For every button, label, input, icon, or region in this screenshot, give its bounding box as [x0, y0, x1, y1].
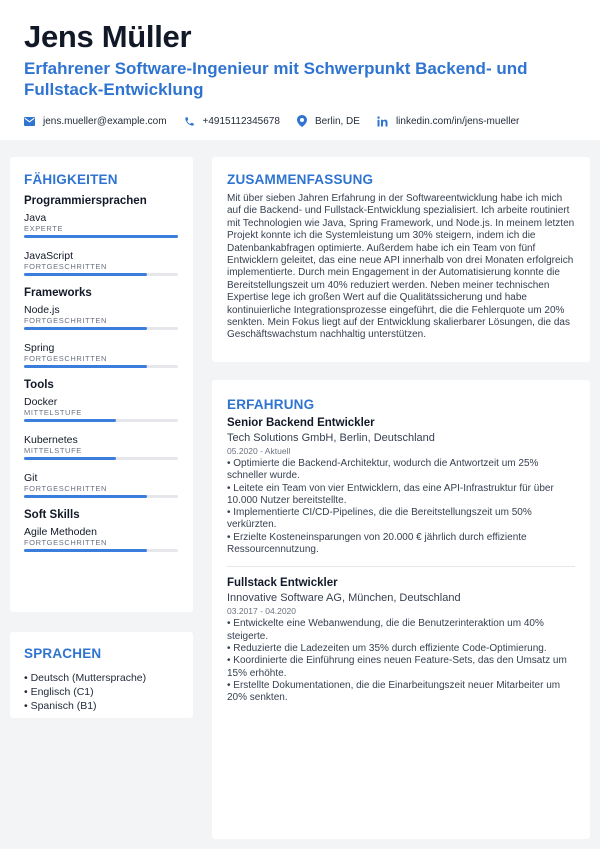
job-company: Innovative Software AG, München, Deutschland: [227, 592, 461, 605]
skills-title: FÄHIGKEITEN: [24, 172, 118, 187]
experience-title: ERFAHRUNG: [227, 397, 315, 412]
language-item: • Deutsch (Muttersprache): [24, 672, 147, 684]
phone-icon: [184, 116, 195, 127]
skill-level-bar: [24, 235, 178, 238]
summary-card: [212, 157, 590, 362]
job-entry: [227, 576, 575, 704]
skill-level: FORTGESCHRITTEN: [24, 484, 108, 493]
job-bullets: [227, 458, 575, 556]
language-item: • Englisch (C1): [24, 686, 94, 698]
summary-text: Mit über sieben Jahren Erfahrung in der Softwareentwicklung habe ich mich auf die Backend- und Fullstack-Entwicklung spezialisiert. Ich arbeite routiniert mit Technologien wie Java, Spring Framework, und Node.js. In meinem letzten Projekt konnte ich die Systemleistung um 30% steigern, indem ich die Datenbankabfragen optimierte. Außerdem habe ich ein Team von fünf Entwicklern geleitet, das eine neue API innerhalb von drei Monaten erfolgreich implementierte. Durch mein Engagement in der Automatisierung konnte die Bereitstellungszeit um 40% reduziert werden. Neben meiner technischen Expertise lege ich großen Wert auf die Qualitätssicherung und habe kontinuierliche Integrationsprozesse eingeführt, die die Fehlerquote um 20% senkten. Mein Fokus liegt auf der Entwicklung skalierbarer Lösungen, die das Geschäftswachstum nachhaltig unterstützen.: [227, 193, 575, 341]
job-bullet: • Koordinierte die Einführung eines neuen Feature-Sets, das den Umsatz um 15% erhöhte.: [227, 655, 567, 679]
job-divider: [227, 566, 575, 567]
skill-name: JavaScript: [24, 250, 74, 262]
job-bullets: [227, 618, 575, 704]
skill-level: MITTELSTUFE: [24, 446, 82, 455]
skill-level-fill: [24, 457, 116, 460]
skill-level-bar: [24, 273, 178, 276]
location-pin-icon: [297, 115, 307, 127]
skill-level-fill: [24, 549, 147, 552]
linkedin-text: linkedin.com/in/jens-mueller: [395, 115, 520, 127]
skill-level-fill: [24, 327, 147, 330]
skill-level-bar: [24, 327, 178, 330]
skill-name: Docker: [24, 396, 58, 408]
skill-name: Agile Methoden: [24, 526, 97, 538]
skill-level-bar: [24, 365, 178, 368]
job-dates: 03.2017 - 04.2020: [227, 606, 297, 617]
skill-group-title: Programmiersprachen: [24, 195, 147, 207]
skill-level: FORTGESCHRITTEN: [24, 262, 108, 271]
contact-row: [24, 115, 576, 127]
job-company: Tech Solutions GmbH, Berlin, Deutschland: [227, 432, 435, 444]
skill-item: [24, 304, 179, 330]
skill-item: [24, 396, 179, 422]
skill-item: [24, 342, 179, 368]
skill-level: FORTGESCHRITTEN: [24, 316, 108, 325]
job-bullet: • Erzielte Kosteneinsparungen von 20.000 € jährlich durch effiziente Ressourcennutzung.: [227, 531, 527, 556]
skill-level-bar: [24, 549, 178, 552]
skill-name: Spring: [24, 342, 55, 354]
skill-item: [24, 526, 179, 552]
email-text: jens.mueller@example.com: [43, 115, 167, 127]
skill-level: FORTGESCHRITTEN: [24, 538, 108, 547]
job-bullet: • Implementierte CI/CD-Pipelines, die die Bereitstellungszeit um 50% verkürzten.: [227, 507, 532, 531]
skill-level-fill: [24, 365, 147, 368]
skill-level-fill: [24, 235, 178, 238]
skill-level: FORTGESCHRITTEN: [24, 354, 108, 363]
contact-phone[interactable]: [184, 116, 280, 127]
languages-card: [10, 632, 193, 718]
job-title: Fullstack Entwickler: [227, 577, 338, 590]
linkedin-icon: [377, 116, 388, 127]
skill-level-fill: [24, 273, 147, 276]
job-entry: [227, 416, 575, 556]
phone-text: +4915112345678: [202, 115, 280, 127]
skill-level-bar: [24, 495, 178, 498]
skill-group-title: Soft Skills: [24, 509, 80, 521]
job-bullet: • Optimierte die Backend-Architektur, wodurch die Antwortzeit um 25% schneller wurde.: [227, 458, 539, 482]
location-text: Berlin, DE: [314, 115, 360, 127]
skills-card: [10, 157, 193, 612]
email-icon: [24, 117, 35, 126]
language-item: • Spanisch (B1): [24, 700, 97, 712]
job-dates: 05.2020 - Aktuell: [227, 446, 291, 456]
skill-item: [24, 250, 179, 276]
skill-group-title: Tools: [24, 379, 54, 391]
skill-item: [24, 434, 179, 460]
job-bullet: • Erstellte Dokumentationen, die die Einarbeitungszeit neuer Mitarbeiter um 20% senkten.: [227, 679, 561, 704]
skill-name: Node.js: [24, 304, 60, 316]
job-bullet: • Reduzierte die Ladezeiten um 35% durch effiziente Code-Optimierung.: [227, 642, 547, 654]
languages-list: [24, 671, 179, 713]
job-bullet: • Entwickelte eine Webanwendung, die die Benutzerinteraktion um 40% steigerte.: [227, 618, 544, 642]
skill-level: MITTELSTUFE: [24, 408, 82, 417]
contact-email[interactable]: [24, 116, 167, 127]
resume-header: [0, 0, 600, 140]
skill-level-fill: [24, 419, 116, 422]
skill-level-fill: [24, 495, 147, 498]
job-bullet: • Leitete ein Team von vier Entwicklern, das eine API-Infrastruktur für über 10.000 Nutzer bereitstellte.: [227, 482, 554, 506]
skill-name: Java: [24, 212, 47, 224]
experience-card: [212, 380, 590, 839]
skills-list: [24, 194, 179, 552]
summary-title: ZUSAMMENFASSUNG: [227, 172, 374, 187]
job-title: Senior Backend Entwickler: [227, 417, 375, 429]
skill-level: EXPERTE: [24, 224, 64, 233]
skill-level-bar: [24, 419, 178, 422]
contact-location: [297, 115, 360, 127]
skill-item: [24, 472, 179, 498]
candidate-name: Jens Müller: [24, 19, 192, 54]
skill-name: Kubernetes: [24, 434, 78, 446]
skill-item: [24, 212, 179, 238]
contact-linkedin[interactable]: [377, 116, 519, 127]
skill-level-bar: [24, 457, 178, 460]
skill-name: Git: [24, 472, 38, 484]
skill-group-title: Frameworks: [24, 287, 92, 299]
candidate-headline: Erfahrener Software-Ingenieur mit Schwerpunkt Backend- und Fullstack-Entwicklung: [24, 59, 528, 99]
languages-title: SPRACHEN: [24, 646, 102, 661]
